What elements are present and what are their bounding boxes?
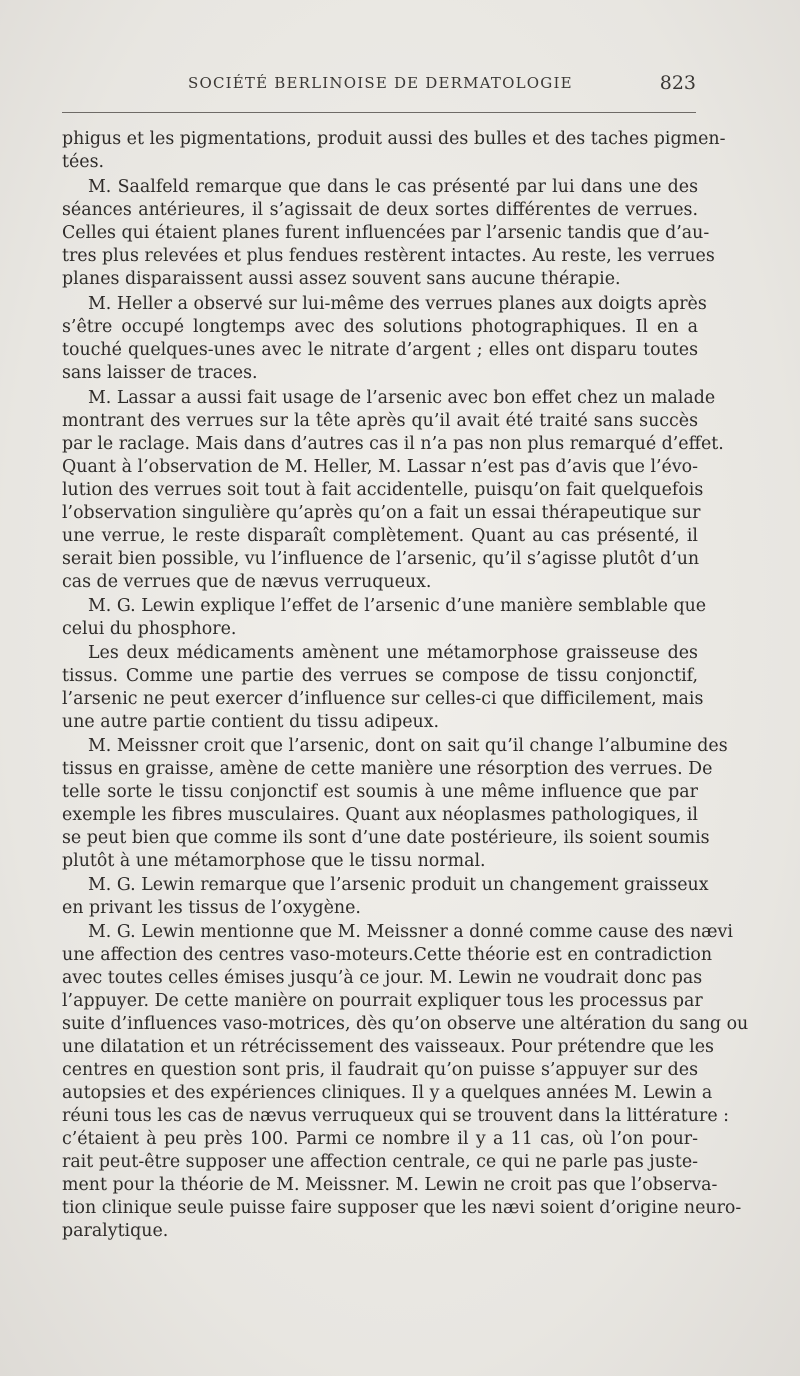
text-line: l’observation singulière qu’après qu’on a fait un essai thérapeutique sur	[62, 503, 701, 523]
text-line: avec toutes celles émises jusqu’à ce jour. M. Lewin ne voudrait donc pas	[62, 968, 703, 988]
text-line: M. Heller a observé sur lui-même des verrues planes aux doigts après	[88, 294, 707, 314]
text-line: plutôt à une métamorphose que le tissu normal.	[62, 851, 486, 871]
text-line: M. G. Lewin explique l’effet de l’arsenic d’une manière semblable que	[88, 596, 707, 616]
text-line: une autre partie contient du tissu adipeux.	[62, 712, 440, 732]
page-number: 823	[659, 72, 696, 94]
text-line: M. Saalfeld remarque que dans le cas présenté par lui dans une des	[88, 177, 698, 197]
text-line: une verrue, le reste disparaît complètement. Quant au cas présenté, il	[62, 526, 698, 546]
text-line: s’être occupé longtemps avec des solutions photographiques. Il en a	[62, 317, 698, 337]
text-line: une affection des centres vaso-moteurs.Cette théorie est en contradiction	[62, 945, 713, 965]
text-line: tres plus relevées et plus fendues restèrent intactes. Au reste, les verrues	[62, 246, 715, 266]
running-title: SOCIÉTÉ BERLINOISE DE DERMATOLOGIE	[188, 74, 573, 92]
text-line: c’étaient à peu près 100. Parmi ce nombre il y a 11 cas, où l’on pour-	[62, 1129, 698, 1149]
text-line: une dilatation et un rétrécissement des vaisseaux. Pour prétendre que les	[62, 1037, 714, 1057]
text-line: M. Lassar a aussi fait usage de l’arsenic avec bon effet chez un malade	[88, 388, 716, 408]
text-line: telle sorte le tissu conjonctif est soumis à une même influence que par	[62, 782, 698, 802]
text-line: phigus et les pigmentations, produit aussi des bulles et des taches pigmen-	[62, 129, 726, 149]
text-line: exemple les fibres musculaires. Quant aux néoplasmes pathologiques, il	[62, 805, 698, 825]
text-line: l’arsenic ne peut exercer d’influence sur celles-ci que difficilement, mais	[62, 689, 704, 709]
text-line: tées.	[62, 152, 105, 172]
text-line: serait bien possible, vu l’influence de l’arsenic, qu’il s’agisse plutôt d’un	[62, 549, 700, 569]
text-line: paralytique.	[62, 1221, 169, 1241]
header-rule	[62, 112, 696, 113]
text-line: lution des verrues soit tout à fait accidentelle, puisqu’on fait quelquefois	[62, 480, 704, 500]
text-line: tissus. Comme une partie des verrues se compose de tissu conjonctif,	[62, 666, 698, 686]
text-line: autopsies et des expériences cliniques. Il y a quelques années M. Lewin a	[62, 1083, 713, 1103]
text-line: Les deux médicaments amènent une métamorphose graisseuse des	[88, 643, 698, 663]
text-line: montrant des verrues sur la tête après qu’il avait été traité sans succès	[62, 411, 698, 431]
text-line: Quant à l’observation de M. Heller, M. Lassar n’est pas d’avis que l’évo-	[62, 457, 698, 477]
text-line: suite d’influences vaso-motrices, dès qu’on observe une altération du sang ou	[62, 1014, 749, 1034]
text-line: en privant les tissus de l’oxygène.	[62, 898, 361, 918]
text-line: se peut bien que comme ils sont d’une date postérieure, ils soient soumis	[62, 828, 710, 848]
text-line: réuni tous les cas de nævus verruqueux qui se trouvent dans la littérature :	[62, 1106, 729, 1126]
text-line: touché quelques-unes avec le nitrate d’argent ; elles ont disparu toutes	[62, 340, 698, 360]
text-line: M. Meissner croit que l’arsenic, dont on sait qu’il change l’albumine des	[88, 736, 728, 756]
text-line: M. G. Lewin mentionne que M. Meissner a donné comme cause des nævi	[88, 922, 733, 942]
text-line: sans laisser de traces.	[62, 363, 258, 383]
text-line: tion clinique seule puisse faire supposer que les nævi soient d’origine neuro-	[62, 1198, 742, 1218]
text-line: celui du phosphore.	[62, 619, 237, 639]
text-line: planes disparaissent aussi assez souvent sans aucune thérapie.	[62, 269, 621, 289]
text-line: M. G. Lewin remarque que l’arsenic produit un changement graisseux	[88, 875, 709, 895]
text-line: centres en question sont pris, il faudrait qu’on puisse s’appuyer sur des	[62, 1060, 698, 1080]
text-line: l’appuyer. De cette manière on pourrait expliquer tous les processus par	[62, 991, 703, 1011]
text-line: cas de verrues que de nævus verruqueux.	[62, 572, 432, 592]
text-line: ment pour la théorie de M. Meissner. M. Lewin ne croit pas que l’observa-	[62, 1175, 718, 1195]
text-line: tissus en graisse, amène de cette manière une résorption des verrues. De	[62, 759, 713, 779]
text-line: rait peut-être supposer une affection centrale, ce qui ne parle pas juste-	[62, 1152, 698, 1172]
text-line: séances antérieures, il s’agissait de deux sortes différentes de verrues.	[62, 200, 698, 220]
text-line: Celles qui étaient planes furent influencées par l’arsenic tandis que d’au-	[62, 223, 710, 243]
page-header	[62, 74, 696, 100]
text-line: par le raclage. Mais dans d’autres cas il n’a pas non plus remarqué d’effet.	[62, 434, 724, 454]
